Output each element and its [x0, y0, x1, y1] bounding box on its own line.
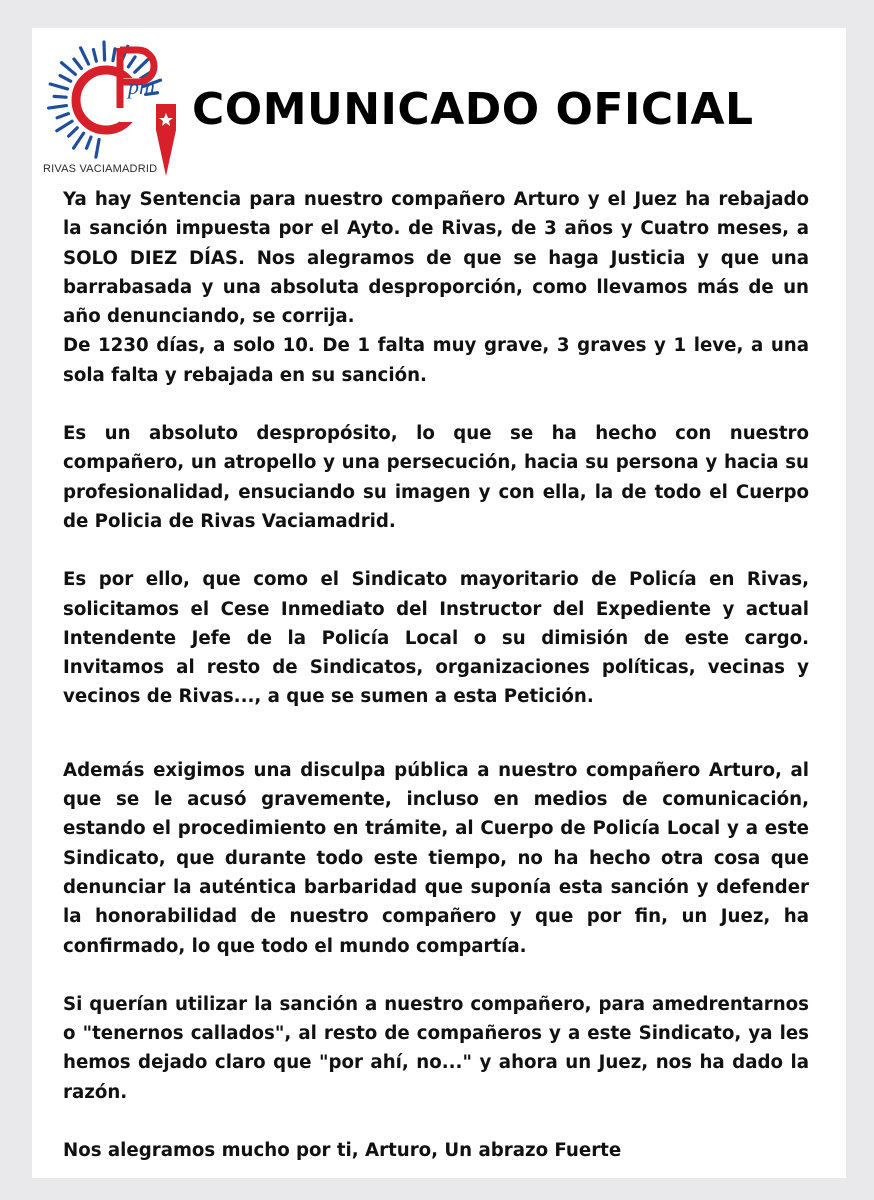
logo-ray	[60, 76, 71, 82]
cppm-logo	[42, 38, 182, 178]
logo-ray	[87, 137, 91, 148]
paragraph: Es un absoluto despropósito, lo que se ha hecho con nuestro compañero, un atropello y una persecución, hacia su persona y hacia su profesionalidad, ensuciando su imagen y con ella, la de todo el Cuerpo de Policia de Rivas Vaciamadrid.	[63, 423, 809, 532]
logo-ray	[74, 59, 81, 68]
logo-pm-text: pm	[128, 74, 155, 99]
logo-ray	[50, 84, 67, 89]
logo-ray	[69, 128, 78, 136]
logo-ray	[96, 139, 99, 157]
logo-ray	[74, 133, 84, 148]
paragraph: De 1230 días, a solo 10. De 1 falta muy grave, 3 graves y 1 leve, a una sola falta y rebajada en su sanción.	[63, 335, 809, 386]
logo-ray	[128, 57, 135, 67]
logo-ray	[49, 106, 67, 109]
logo-ray	[135, 60, 148, 73]
logo-ray	[104, 42, 105, 60]
page-title: COMUNICADO OFICIAL	[192, 84, 754, 135]
paragraph: Nos alegramos mucho por ti, Arturo, Un abrazo Fuerte	[63, 1140, 622, 1162]
paragraph: Además exigimos una disculpa pública a nuestro compañero Arturo, al que se le acusó gravemente, incluso en medios de comunicación, estando el procedimiento en trámite, al Cuerpo de Policía Local y a este Sindicato, que durante todo este tiempo, no ha hecho otra cosa que denunciar la auténtica barbaridad que suponía esta sanción y defender la honorabilidad de nuestro compañero y que por fin, un Juez, ha confirmado, lo que todo el mundo compartía.	[63, 759, 809, 957]
document-body	[63, 185, 809, 1165]
logo-ray	[113, 49, 115, 61]
logo-ray	[57, 114, 68, 118]
logo-ray	[81, 48, 89, 64]
paragraph: Es por ello, que como el Sindicato mayoritario de Policía en Rivas, solicitamos el Cese Inmediato del Instructor del Expediente y actual Intendente Jefe de la Policía Local o su dimisión de este cargo. Invitamos al resto de Sindicatos, organizaciones políticas, vecinas y vecinos de Rivas..., a que se sumen a esta Petición.	[63, 569, 809, 708]
sunburst-rays	[49, 42, 161, 157]
paragraph: Ya hay Sentencia para nuestro compañero Arturo y el Juez ha rebajado la sanción impuesta por el Ayto. de Rivas, de 3 años y Cuatro meses, a SOLO DIEZ DÍAS. Nos alegramos de que se haga Justicia y que una barrabasada y una absoluta desproporción, como llevamos más de un año denunciando, se corrija.	[63, 189, 809, 328]
logo-ray	[54, 96, 66, 97]
logo-caption: RIVAS VACIAMADRID	[43, 163, 158, 175]
logo-ray	[62, 63, 76, 75]
logo-ray	[57, 121, 72, 131]
paragraph: Si querían utilizar la sanción a nuestro compañero, para amedrentarnos o "tenernos callados", al resto de compañeros y a este Sindicato, ya les hemos dejado claro que "por ahí, no..." y ahora un Juez, nos ha dado la razón.	[63, 993, 809, 1103]
document-page	[32, 28, 846, 1178]
logo-ray	[93, 50, 96, 62]
